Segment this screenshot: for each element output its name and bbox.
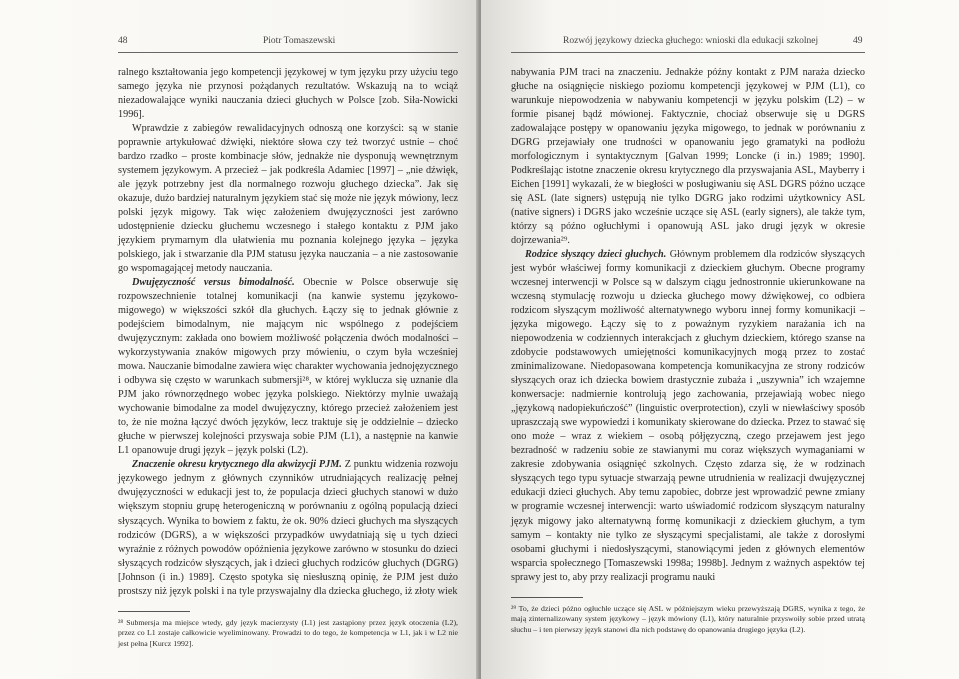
section-heading: Dwujęzyczność versus bimodalność.: [132, 277, 295, 289]
footnote-rule: [118, 611, 190, 612]
page-number: 49: [853, 36, 863, 46]
footnote: ²⁹ To, że dzieci późno ogłuchłe uczące się ASL w późniejszym wieku przewyższają DGRS, wynika z tego, że mają zinternalizowany system językowy – język mówiony (L1), który naturalnie przyswoiły sobie przed utratą słuchu – i ten pierwszy język stanowi dla nich podstawę do opanowania drugiego języka (L2).: [511, 603, 865, 634]
page-number: 48: [118, 36, 128, 46]
right-body: [511, 66, 865, 635]
footnote: ²⁸ Submersja ma miejsce wtedy, gdy język macierzysty (L1) jest zastąpiony przez język otoczenia (L2), przez co L1 zostaje całkowicie wyeliminowany. Prowadzi to do tego, że kompetencja w L1, jak i w L2 nie jest pełna [Kurcz 1992].: [118, 617, 458, 648]
header-rule: [511, 52, 865, 53]
right-page: [481, 0, 959, 679]
paragraph: Znaczenie okresu krytycznego dla akwizycji PJM. Z punktu widzenia rozwoju językowego jednym z głównych czynników utrudniających realizację pełnej dwujęzyczności w edukacji jest to, że populacja dzieci głuchych stanowi w dużo większym stopniu grupę heterogeniczną w porównaniu z ogólną populacją dzieci słyszących. Wynika to bowiem z faktu, że ok. 90% dzieci głuchych ma słyszących rodziców (DGRS), a w większości przypadków uwydatniają się u tych dzieci wyraźnie z różnych powodów opóźnienia językowe zarówno w stosunku do dzieci słyszących rodziców słyszących, jak i dzieci głuchych rodziców głuchych (DGRG) [Johnson (i in.) 1989]. Często spotyka się niesłuszną opinię, że PJM jest dużo prostszy niż język polski i na tyle przyswajalny dla dziecka głuchego, iż złoty wiek: [118, 459, 458, 597]
footnote-rule: [511, 597, 583, 598]
running-head: Rozwój językowy dziecka głuchego: wnioski dla edukacji szkolnej: [563, 36, 819, 46]
paragraph: ralnego kształtowania jego kompetencji językowej w tym języku przy użyciu tego samego języka nie przynosi pożądanych rezultatów. Wskazują na to wciąż niezadowalające wyniki nauczania dzieci głuchych w Polsce [zob. Siła-Nowicki 1996].: [118, 67, 458, 121]
header-rule: [118, 52, 458, 53]
running-head: Piotr Tomaszewski: [263, 36, 336, 46]
section-heading: Rodzice słyszący dzieci głuchych.: [525, 249, 667, 261]
section-heading: Znaczenie okresu krytycznego dla akwizycji PJM.: [132, 459, 342, 471]
paragraph: Rodzice słyszący dzieci głuchych. Głównym problemem dla rodziców słyszących jest wybór właściwej formy komunikacji z dzieckiem głuchym. Obecne programy wczesnej interwencji w Polsce są w dalszym ciągu jednostronnie ukierunkowane na wczesną stymulację rozwoju u dziecka głuchego mowy dźwiękowej, co odbiera rodzicom słyszącym możliwość alternatywnego wyboru innej formy komunikacji – języka migowego. Łączy się to z poważnym ryzykiem narażania ich na niepowodzenia w codziennych interakcjach z głuchym dzieckiem, którego szanse na zdobycie podstawowych umiejętności komunikacyjnych mogą przez to zostać zminimalizowane. Niedopasowana kompetencja komunikacyjna ze strony rodziców słyszących oraz ich dziecka bowiem drastycznie zubaża i „uszywnia” ich wzajemne konwersacje: nadmiernie kontrolują jego zachowania, przejawiają wobec niego „językową nadopiekuńczość” (linguistic overprotection), czyli w niewłaściwy sposób upraszczają swe wypowiedzi i komunikaty skierowane do dziecka. Przez to stawać się ono może – wraz z wiekiem – osobą półjęzyczną, czego przejawem jest jego bezradność w radzeniu sobie ze stawianymi mu coraz większych wymaganiami w zakresie zdobywania osiągnięć szkolnych. Często zdarza się, że w rodzinach słyszących tego typu sytuacje stwarzają pewne utrudnienia w realizacji dwujęzycznej edukacji dzieci głuchych. Aby temu zapobiec, dobrze jest wprowadzić pewne zmiany w programie wczesnej interwencji: warto uświadomić rodzicom słyszącym naturalny język migowy jako alternatywną formę komunikacji z dzieckiem głuchym, a tym samym – kontakty nie tylko ze słyszącymi specjalistami, ale także z dorosłymi osobami głuchymi i niedosłyszącymi, stanowiącymi jeden z głównych elementów wsparcia społecznego [Tomaszewski 1998a; 1998b]. Jednym z ważnych aspektów tej sprawy jest to, aby przy realizacji programu nauki: [511, 249, 865, 583]
paragraph: Wprawdzie z zabiegów rewalidacyjnych odnoszą one korzyści: są w stanie poprawnie artykułować dźwięki, niektóre słowa czy też tworzyć ustnie – choć bardzo rzadko – proste kombinacje słów, jednakże nie dysponują wewnętrznym systemem językowym. A przecież – jak podkreśla Adamiec [1997] – „nie dźwięk, ale język potrzebny jest dla normalnego rozwoju głuchego dziecka”. Jak się okazuje, dużo bardziej naturalnym językiem stać się może nie język mówiony, lecz polski język migowy. Tak więc założeniem dwujęzyczności jest zarówno udostępnienie dziecku głuchemu wczesnego i stałego kontaktu z PJM jako językiem prymarnym dla ułatwienia mu poznania kolejnego języka – języka polskiego, jak i stwarzanie dla PJM statusu języka nauczania – a nie zastosowanie go wspomagającej metody nauczania.: [118, 123, 458, 275]
paragraph: Dwujęzyczność versus bimodalność. Obecnie w Polsce obserwuje się rozpowszechnienie totalnej komunikacji (na kanwie systemu językowo-migowego) w większości szkół dla głuchych. Łączy się to jednak głównie z podejściem bimodalnym, nie mającym nic wspólnego z podejściem dwujęzycznym: zakłada ono bowiem możliwość połączenia dwóch modalności – wykorzystywania znaków migowych przy mówieniu, o czym była wcześniej mowa. Nauczanie bimodalne zawiera więc charakter wychowania jednojęzycznego i odbywa się często w warunkach submersji²⁸, w której wyklucza się uznanie dla PJM jako równorzędnego wobec języka polskiego. Niektórzy mylnie uważają wychowanie bimodalne za model dwujęzyczny, którego przecież założeniem jest to, że nie można łączyć dwóch języków, lecz traktuje się je oddzielnie – dziecko głuche w pierwszej kolejności przyswaja sobie PJM (L1), a następnie na kanwie L1 opanowuje drugi język – język polski (L2).: [118, 277, 458, 457]
left-page: [0, 0, 478, 679]
left-body: [118, 66, 458, 649]
paragraph: nabywania PJM traci na znaczeniu. Jednakże późny kontakt z PJM naraża dziecko głuche na osiągnięcie niskiego poziomu kompetencji językowej w PJM (L1), co warunkuje niepowodzenia w nabywaniu kompetencji w języku polskim (L2) – w formie pisanej bądź mówionej. Faktycznie, chociaż obserwuje się u DGRS zadowalające postępy w opanowaniu języka migowego, to jednak w porównaniu z DGRG przejawiały one trudności w opanowaniu jego gramatyki na podłożu morfologicznym i syntaktycznym [Galvan 1999; Loncke (i in.) 1989; 1990]. Podkreślając istotne znaczenie okresu krytycznego dla przyswajania ASL, Mayberry i Eichen [1991] wykazali, że w biegłości w posługiwaniu się ASL DGRS późno uczące się ASL (late signers) ustępują nie tylko DGRG jako rodzimi użytkownicy ASL (native signers) i DGRS jako wcześnie uczące się ASL (early signers), ale także tym, którzy są późno ogłuchłymi i opanowują ASL jako drugi język w okresie dojrzewania²⁹.: [511, 67, 865, 247]
